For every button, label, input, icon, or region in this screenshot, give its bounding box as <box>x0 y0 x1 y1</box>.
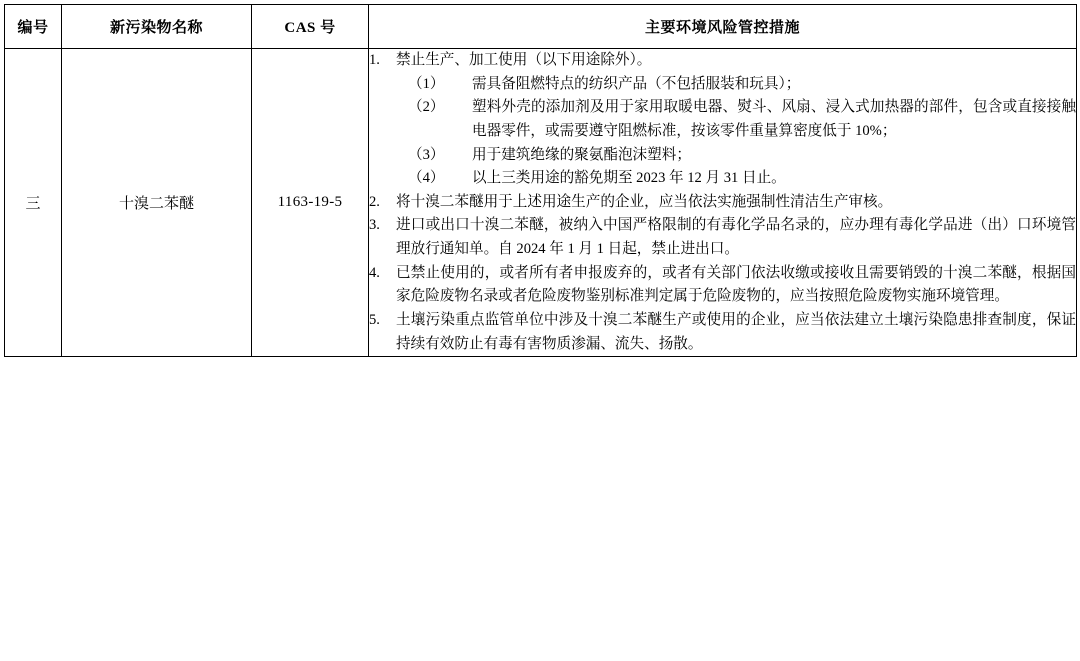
measure-subtext: 需具备阻燃特点的纺织产品（不包括服装和玩具）； <box>472 75 801 92</box>
measure-subitem <box>396 73 1076 97</box>
measure-subitem <box>396 144 1076 168</box>
measure-subnumber: （4） <box>408 170 445 187</box>
column-header-measures: 主要环境风险管控措施 <box>369 5 1077 49</box>
table-header <box>5 5 1077 49</box>
pollutant-control-table <box>4 4 1077 357</box>
measure-item <box>369 191 1076 215</box>
measure-text: 禁止生产、加工使用（以下用途除外）。 <box>396 52 652 68</box>
measure-subtext: 用于建筑绝缘的聚氨酯泡沫塑料； <box>472 146 691 163</box>
measure-subtext: 塑料外壳的添加剂及用于家用取暖电器、熨斗、风扇、浸入式加热器的部件，包含或直接接触电器零件，或需要遵守阻燃标准，按该零件重量算密度低于 10%； <box>472 99 1076 139</box>
table-body <box>5 49 1077 357</box>
table-header-row <box>5 5 1077 49</box>
measure-number: 4. <box>369 264 380 281</box>
measure-text: 进口或出口十溴二苯醚，被纳入中国严格限制的有毒化学品名录的，应办理有毒化学品进（出）口环境管理放行通知单。自 2024 年 1 月 1 日起，禁止进出口。 <box>396 217 1076 258</box>
measure-subnumber: （3） <box>408 146 445 163</box>
measure-number: 1. <box>369 52 380 68</box>
measure-number: 5. <box>369 312 380 329</box>
measure-item <box>369 214 1076 261</box>
measure-text: 土壤污染重点监管单位中涉及十溴二苯醚生产或使用的企业，应当依法建立土壤污染隐患排查制度，保证持续有效防止有毒有害物质渗漏、流失、扬散。 <box>396 312 1076 352</box>
column-header-no: 编号 <box>5 5 62 49</box>
measure-item <box>369 309 1076 356</box>
cell-measures <box>369 49 1077 357</box>
measure-item <box>369 262 1076 309</box>
measures-body <box>369 49 1076 356</box>
measure-subnumber: （1） <box>408 75 445 92</box>
measure-sublist <box>396 73 1076 191</box>
column-header-name: 新污染物名称 <box>62 5 252 49</box>
measure-item <box>369 49 1076 191</box>
measure-text: 已禁止使用的，或者所有者申报废弃的，或者有关部门依法收缴或接收且需要销毁的十溴二苯醚，根据国家危险废物名录或者危险废物鉴别标准判定属于危险废物的，应当按照危险废物实施环境管理。 <box>396 264 1076 305</box>
cell-no: 三 <box>5 49 62 357</box>
table-row <box>5 49 1077 357</box>
measure-subitem <box>396 96 1076 143</box>
cell-cas-number: 1163-19-5 <box>252 49 369 357</box>
measure-subtext: 以上三类用途的豁免期至 2023 年 12 月 31 日止。 <box>472 170 786 187</box>
measure-number: 3. <box>369 217 380 234</box>
measures-list <box>369 49 1076 356</box>
column-header-cas: CAS 号 <box>252 5 369 49</box>
measure-text: 将十溴二苯醚用于上述用途生产的企业，应当依法实施强制性清洁生产审核。 <box>396 193 893 210</box>
document-page <box>0 4 1080 661</box>
cell-pollutant-name: 十溴二苯醚 <box>62 49 252 357</box>
measure-subnumber: （2） <box>408 99 445 116</box>
measure-number: 2. <box>369 193 380 210</box>
measure-subitem <box>396 167 1076 191</box>
